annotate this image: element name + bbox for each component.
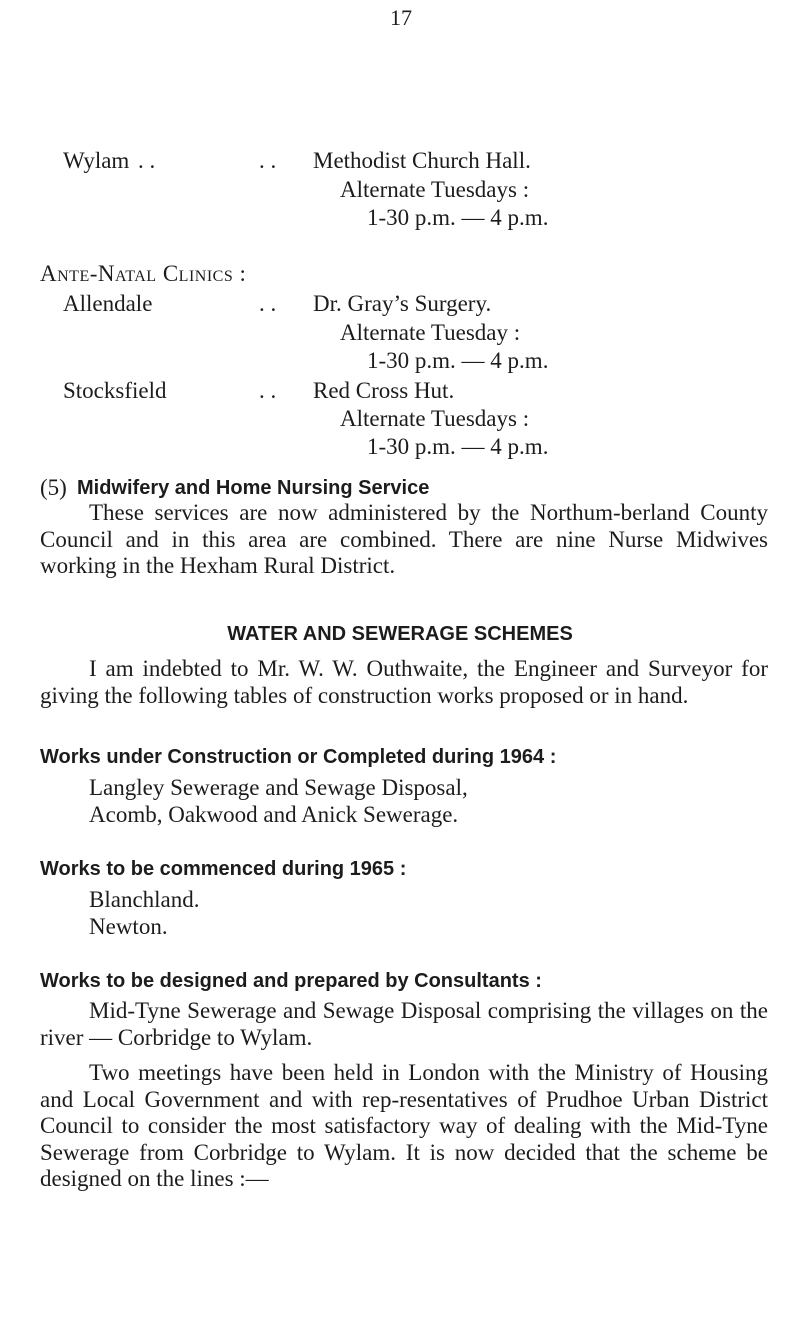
clinic-place: Allendale	[63, 291, 153, 316]
works-consultants-paragraph: Mid-Tyne Sewerage and Sewage Disposal comprising the villages on the river — Corbridge to Wylam.	[40, 998, 768, 1050]
clinic-place: Stocksfield	[63, 378, 167, 403]
clinic-place: Wylam	[63, 148, 130, 173]
section-number: (5)	[40, 475, 67, 500]
clinic-venue: Red Cross Hut.	[313, 378, 455, 403]
clinic-time: 1-30 p.m. — 4 p.m.	[367, 348, 549, 373]
works-1965-heading: Works to be commenced during 1965 :	[40, 858, 407, 880]
closing-paragraph: Two meetings have been held in London with the Ministry of Housing and Local Government and with rep-resentatives of Prudhoe Urban District Council to consider the most satisfactory way of dealing with the Mid-Tyne Sewerage from Corbridge to Wylam. It is now decided that the scheme be designed on the lines :—	[40, 1060, 768, 1191]
leader-dots: . .	[259, 378, 277, 403]
clinic-frequency: Alternate Tuesday :	[340, 320, 521, 345]
clinic-venue: Methodist Church Hall.	[313, 148, 531, 173]
clinic-time: 1-30 p.m. — 4 p.m.	[367, 205, 549, 230]
works-1964-line: Langley Sewerage and Sewage Disposal,	[89, 775, 468, 800]
midwifery-paragraph: These services are now administered by the Northum-berland County Council and in this area are combined. There are nine Nurse Midwives working in the Hexham Rural District.	[40, 500, 768, 578]
leader-dots: . .	[138, 148, 156, 173]
section-heading-ante-natal: Ante-Natal Clinics :	[40, 261, 247, 286]
works-1964-heading: Works under Construction or Completed during 1964 :	[40, 746, 557, 768]
clinic-time: 1-30 p.m. — 4 p.m.	[367, 434, 549, 459]
leader-dots: . .	[259, 291, 277, 316]
works-1964-line: Acomb, Oakwood and Anick Sewerage.	[89, 802, 459, 827]
water-intro-paragraph: I am indebted to Mr. W. W. Outhwaite, the Engineer and Surveyor for giving the following tables of construction works proposed or in hand.	[40, 656, 768, 708]
leader-dots: . .	[259, 148, 277, 173]
clinic-frequency: Alternate Tuesdays :	[340, 177, 530, 202]
works-1965-line: Newton.	[89, 914, 168, 939]
clinic-frequency: Alternate Tuesdays :	[340, 406, 530, 431]
clinic-venue: Dr. Gray’s Surgery.	[313, 291, 492, 316]
section-heading-midwifery: Midwifery and Home Nursing Service	[77, 477, 430, 499]
page-number: 17	[390, 5, 412, 30]
section-heading-water: WATER AND SEWERAGE SCHEMES	[227, 623, 573, 645]
works-consultants-heading: Works to be designed and prepared by Consultants :	[40, 970, 542, 992]
works-1965-line: Blanchland.	[89, 887, 200, 912]
